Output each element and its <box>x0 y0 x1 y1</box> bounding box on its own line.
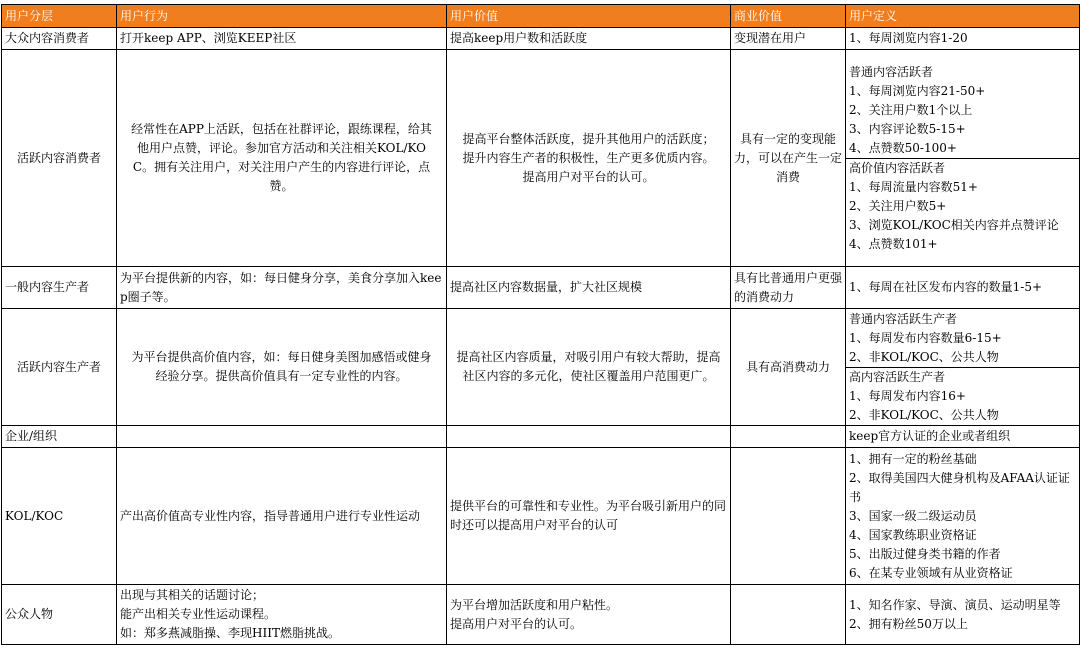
user-value-cell: 提高keep用户数和活跃度 <box>447 28 731 50</box>
header-behavior: 用户行为 <box>117 5 447 28</box>
layer-cell: KOL/KOC <box>2 448 117 585</box>
definition-line: 普通内容活跃者 <box>849 64 934 79</box>
behavior-line: 出现与其相关的话题讨论； <box>120 588 265 602</box>
definition-line: 1、知名作家、导演、演员、运动明星等 <box>849 597 1061 612</box>
definition-line: 高价值内容活跃者 <box>849 160 946 175</box>
user-value-line: 为平台增加活跃度和用户粘性。 <box>450 597 619 612</box>
definition-line: 5、出版过健身类书籍的作者 <box>849 546 1001 561</box>
business-value-cell: 具有一定的变现能力，可以在产生一定消费 <box>731 50 846 267</box>
behavior-cell: 为平台提供高价值内容，如：每日健身美图加感悟或健身经验分享。提供高价值具有一定专业性的内容。 <box>117 309 447 426</box>
table-row <box>2 267 1080 309</box>
definition-line: 1、每周流量内容数51+ <box>849 179 978 194</box>
business-value-cell: 具有比普通用户更强的消费动力 <box>731 267 846 309</box>
table-row <box>2 585 1080 645</box>
business-value-cell: 变现潜在用户 <box>731 28 846 50</box>
definition-line: 3、内容评论数5-15+ <box>849 121 966 136</box>
user-value-cell: 提高社区内容质量，对吸引用户有较大帮助，提高社区内容的多元化，使社区覆盖用户范围更广。 <box>447 309 731 426</box>
business-value-cell: 具有高消费动力 <box>731 309 846 426</box>
definition-line: 4、点赞数50-100+ <box>849 140 957 155</box>
behavior-cell: 产出高价值高专业性内容，指导普通用户进行专业性运动 <box>117 448 447 585</box>
definition-line: 4、点赞数101+ <box>849 236 938 251</box>
user-value-cell <box>447 585 731 645</box>
definition-cell <box>846 585 1080 645</box>
business-value-cell <box>731 426 846 448</box>
user-value-cell <box>447 426 731 448</box>
user-value-cell: 提供平台的可靠性和专业性。为平台吸引新用户的同时还可以提高用户对平台的认可 <box>447 448 731 585</box>
definition-line: 1、每周发布内容16+ <box>849 388 966 403</box>
business-value-cell <box>731 585 846 645</box>
user-value-cell: 提高平台整体活跃度，提升其他用户的活跃度；提升内容生产者的积极性，生产更多优质内容。提高用户对平台的认可。 <box>447 50 731 267</box>
layer-cell: 公众人物 <box>2 585 117 645</box>
behavior-cell: 经常性在APP上活跃，包括在社群评论，跟练课程，给其他用户点赞，评论。参加官方活动和关注相关KOL/KOC。拥有关注用户，对关注用户产生的内容进行评论，点赞。 <box>117 50 447 267</box>
definition-cell <box>846 50 1080 267</box>
definition-line: 6、在某专业领域有从业资格证 <box>849 565 1013 580</box>
user-value-line: 提高用户对平台的认可。 <box>450 616 583 631</box>
layer-cell: 一般内容生产者 <box>2 267 117 309</box>
behavior-line: 能产出相关专业性运动课程。 <box>120 607 277 621</box>
header-definition: 用户定义 <box>846 5 1080 28</box>
definition-cell: keep官方认证的企业或者组织 <box>846 426 1080 448</box>
definition-line: 2、取得美国四大健身机构及AFAA认证证书 <box>849 470 1070 504</box>
header-business-value: 商业价值 <box>731 5 846 28</box>
definition-cell: 1、每周在社区发布内容的数量1-5+ <box>846 267 1080 309</box>
definition-line: 普通内容活跃生产者 <box>849 311 958 326</box>
business-value-cell <box>731 448 846 585</box>
definition-line: 3、国家一级二级运动员 <box>849 508 977 523</box>
definition-line: 2、关注用户数1个以上 <box>849 102 973 117</box>
definition-line: 高内容活跃生产者 <box>849 369 946 384</box>
definition-line: 2、非KOL/KOC、公共人物 <box>849 349 999 364</box>
table-row <box>2 426 1080 448</box>
user-value-cell: 提高社区内容数据量，扩大社区规模 <box>447 267 731 309</box>
behavior-cell: 为平台提供新的内容，如：每日健身分享，美食分享加入keep圈子等。 <box>117 267 447 309</box>
header-row <box>2 5 1080 28</box>
definition-line: 4、国家教练职业资格证 <box>849 527 977 542</box>
behavior-cell: 打开keep APP、浏览KEEP社区 <box>117 28 447 50</box>
behavior-line: 如：郑多燕减脂操、李现HIIT燃脂挑战。 <box>120 626 340 640</box>
definition-cell: 1、每周浏览内容1-20 <box>846 28 1080 50</box>
definition-line: 2、关注用户数5+ <box>849 198 947 213</box>
definition-line: 2、拥有粉丝50万以上 <box>849 616 968 631</box>
table-row <box>2 309 1080 426</box>
definition-group-normal <box>849 310 1076 367</box>
table-row <box>2 28 1080 50</box>
table-row <box>2 448 1080 585</box>
header-layer: 用户分层 <box>2 5 117 28</box>
definition-group-high <box>846 367 1079 425</box>
definition-line: 3、浏览KOL/KOC相关内容并点赞评论 <box>849 217 1059 232</box>
definition-line: 2、非KOL/KOC、公共人物 <box>849 407 999 422</box>
table-row <box>2 50 1080 267</box>
definition-group-high <box>846 158 1079 254</box>
definition-line: 1、每周发布内容数量6-15+ <box>849 330 1002 345</box>
user-segmentation-table <box>1 4 1080 645</box>
behavior-cell <box>117 426 447 448</box>
definition-line: 1、拥有一定的粉丝基础 <box>849 451 977 466</box>
definition-group-normal <box>849 63 1076 158</box>
definition-cell <box>846 448 1080 585</box>
layer-cell: 活跃内容消费者 <box>2 50 117 267</box>
header-user-value: 用户价值 <box>447 5 731 28</box>
definition-cell <box>846 309 1080 426</box>
behavior-cell <box>117 585 447 645</box>
layer-cell: 大众内容消费者 <box>2 28 117 50</box>
layer-cell: 企业/组织 <box>2 426 117 448</box>
definition-line: 1、每周浏览内容21-50+ <box>849 83 986 98</box>
layer-cell: 活跃内容生产者 <box>2 309 117 426</box>
